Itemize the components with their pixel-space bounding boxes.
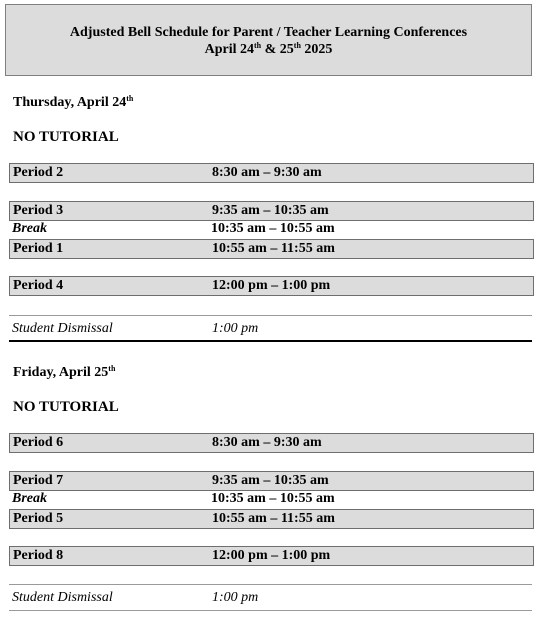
period-label: Period 6: [13, 435, 64, 450]
day-heading-text: Friday, April 25: [13, 365, 109, 380]
period-time: 8:30 am – 9:30 am: [212, 435, 322, 450]
period-label: Period 7: [13, 473, 64, 488]
period-time: 10:55 am – 11:55 am: [212, 511, 335, 526]
period-label: Period 5: [13, 511, 64, 526]
period-time: 9:35 am – 10:35 am: [212, 203, 329, 218]
schedule-row: [9, 433, 534, 453]
day-heading-thursday: [13, 95, 133, 111]
day-heading-friday: [13, 365, 115, 381]
schedule-row-break: [9, 490, 534, 510]
date-suffix-1: th: [253, 41, 262, 50]
period-time: 10:55 am – 11:55 am: [212, 241, 335, 256]
day-heading-text: Thursday, April 24: [13, 95, 127, 110]
period-time: 12:00 pm – 1:00 pm: [212, 278, 331, 293]
schedule-dates: [6, 41, 531, 58]
break-time: 10:35 am – 10:55 am: [211, 221, 335, 236]
schedule-row-break: [9, 220, 534, 240]
date-suffix-2: th: [293, 41, 301, 50]
schedule-title: Adjusted Bell Schedule for Parent / Teacher Learning Conferences: [69, 25, 468, 40]
date-part-2: & 25: [261, 42, 294, 57]
period-time: 9:35 am – 10:35 am: [212, 473, 329, 488]
student-dismissal-row: [9, 584, 532, 611]
period-label: Period 3: [13, 203, 64, 218]
schedule-row: [9, 201, 534, 221]
dismissal-time: 1:00 pm: [212, 321, 259, 336]
period-label: Period 4: [13, 278, 64, 293]
student-dismissal-row: [9, 315, 532, 342]
dismissal-label: Student Dismissal: [12, 321, 113, 336]
schedule-row: [9, 163, 534, 183]
period-time: 12:00 pm – 1:00 pm: [212, 548, 331, 563]
period-time: 8:30 am – 9:30 am: [212, 165, 322, 180]
no-tutorial-note: NO TUTORIAL: [13, 399, 119, 415]
dismissal-label: Student Dismissal: [12, 590, 113, 605]
day-heading-suffix: th: [126, 94, 134, 103]
break-label: Break: [12, 491, 47, 506]
period-label: Period 2: [13, 165, 64, 180]
period-label: Period 8: [13, 548, 64, 563]
date-part-1: April 24: [204, 42, 254, 57]
schedule-title-box: [5, 4, 532, 76]
date-part-3: 2025: [300, 42, 333, 57]
schedule-row: [9, 546, 534, 566]
schedule-row: [9, 471, 534, 491]
schedule-row: [9, 276, 534, 296]
schedule-row: [9, 509, 534, 529]
break-time: 10:35 am – 10:55 am: [211, 491, 335, 506]
schedule-row: [9, 239, 534, 259]
no-tutorial-note: NO TUTORIAL: [13, 129, 119, 145]
period-label: Period 1: [13, 241, 64, 256]
dismissal-time: 1:00 pm: [212, 590, 259, 605]
day-heading-suffix: th: [108, 364, 116, 373]
break-label: Break: [12, 221, 47, 236]
